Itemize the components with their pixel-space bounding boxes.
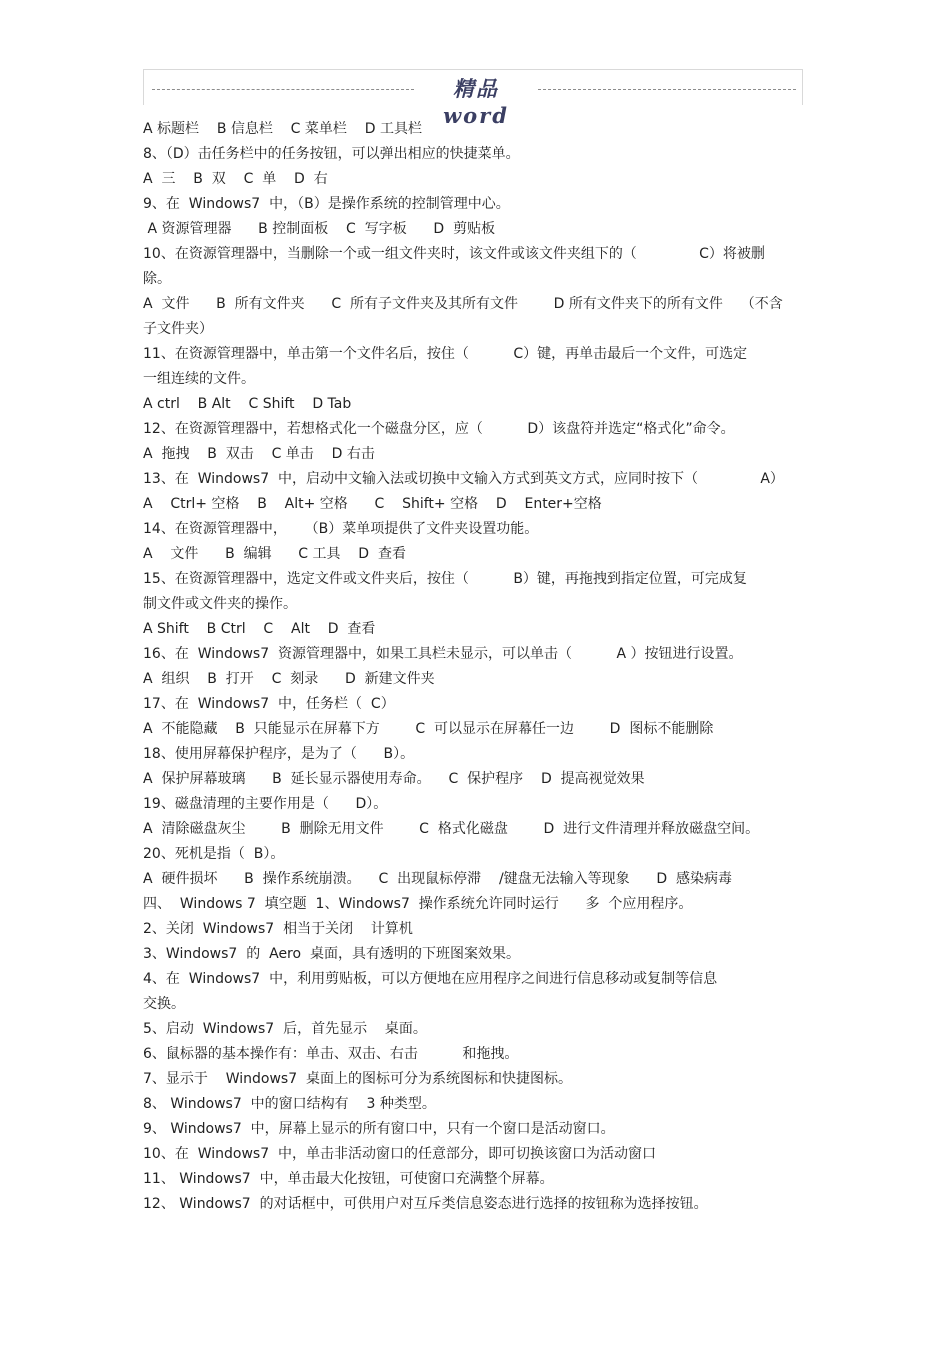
text-line: 5、启动 Windows7 后，首先显示 桌面。 [143,1021,427,1037]
text-line: 四、 Windows 7 填空题 1、Windows7 操作系统允许同时运行 多 个应用程序。 [143,896,693,912]
text-line: 4、在 Windows7 中，利用剪贴板，可以方便地在应用程序之间进行信息移动或复制等信息 [143,971,718,987]
text-line: A 三 B 双 C 单 D 右 [143,171,328,187]
text-line: 8、（D）击任务栏中的任务按钮，可以弹出相应的快捷菜单。 [143,146,520,162]
text-line: 14、在资源管理器中， （B）菜单项提供了文件夹设置功能。 [143,521,539,537]
text-line: A 拖拽 B 双击 C 单击 D 右击 [143,446,375,462]
text-line: 11、在资源管理器中，单击第一个文件名后，按住（ C）键，再单击最后一个文件，可选定 [143,346,748,362]
text-line: 13、在 Windows7 中，启动中文输入法或切换中文输入方式到英文方式，应同时按下（ A） [143,471,784,487]
text-line: 9、 Windows7 中，屏幕上显示的所有窗口中，只有一个窗口是活动窗口。 [143,1121,615,1137]
document-body [143,118,808,1218]
text-line: 11、 Windows7 中，单击最大化按钮，可使窗口充满整个屏幕。 [143,1171,554,1187]
text-line: A 组织 B 打开 C 刻录 D 新建文件夹 [143,671,435,687]
text-line: 19、磁盘清理的主要作用是（ D）。 [143,796,388,812]
header-dashed-rule-left [152,89,414,90]
text-line: 20、死机是指（ B）。 [143,846,285,862]
header-dashed-rule-right [538,89,796,90]
page-header [143,69,803,128]
text-line: 制文件或文件夹的操作。 [143,596,297,612]
text-line: 一组连续的文件。 [143,371,255,387]
text-line: A 保护屏幕玻璃 B 延长显示器使用寿命。 C 保护程序 D 提高视觉效果 [143,771,645,787]
text-line: 3、Windows7 的 Aero 桌面，具有透明的下班图案效果。 [143,946,520,962]
text-line: A 不能隐藏 B 只能显示在屏幕下方 C 可以显示在屏幕任一边 D 图标不能删除 [143,721,714,737]
text-line: 10、在 Windows7 中，单击非活动窗口的任意部分，即可切换该窗口为活动窗口 [143,1146,657,1162]
text-line: 2、关闭 Windows7 相当于关闭 计算机 [143,921,413,937]
text-line: 18、使用屏幕保护程序，是为了（ B）。 [143,746,415,762]
text-line: 17、在 Windows7 中，任务栏（ C） [143,696,395,712]
text-line: 子文件夹） [143,321,213,337]
text-line: A 清除磁盘灰尘 B 删除无用文件 C 格式化磁盘 D 进行文件清理并释放磁盘空间。 [143,821,760,837]
text-line: 6、鼠标器的基本操作有：单击、双击、右击 和拖拽。 [143,1046,519,1062]
text-line: 16、在 Windows7 资源管理器中，如果工具栏未显示，可以单击（ A ）按钮进行设置。 [143,646,743,662]
text-line: A 文件 B 编辑 C 工具 D 查看 [143,546,406,562]
text-line: 12、 Windows7 的对话框中，可供用户对互斥类信息姿态进行选择的按钮称为选择按钮。 [143,1196,708,1212]
text-line: 7、显示于 Windows7 桌面上的图标可分为系统图标和快捷图标。 [143,1071,573,1087]
text-line: 9、在 Windows7 中，（B）是操作系统的控制管理中心。 [143,196,510,212]
text-line: 交换。 [143,996,185,1012]
text-line: A 硬件损坏 B 操作系统崩溃。 C 出现鼠标停滞 /键盘无法输入等现象 D 感染病毒 [143,871,733,887]
text-line: A Shift B Ctrl C Alt D 查看 [143,621,376,637]
text-line: A Ctrl+ 空格 B Alt+ 空格 C Shift+ 空格 D Enter+空格 [143,496,602,512]
text-line: 8、 Windows7 中的窗口结构有 3 种类型。 [143,1096,436,1112]
text-line: 除。 [143,271,171,287]
text-line: 10、在资源管理器中，当删除一个或一组文件夹时，该文件或该文件夹组下的（ C）将被删 [143,246,765,262]
text-line: A ctrl B Alt C Shift D Tab [143,396,352,412]
header-logo: 精品word [443,76,509,128]
text-line: 15、在资源管理器中，选定文件或文件夹后，按住（ B）键，再拖拽到指定位置，可完成复 [143,571,747,587]
text-line: A 资源管理器 B 控制面板 C 写字板 D 剪贴板 [143,221,496,237]
text-line: 12、在资源管理器中，若想格式化一个磁盘分区，应（ D）该盘符并选定“格式化”命令。 [143,421,735,437]
text-line: A 文件 B 所有文件夹 C 所有子文件夹及其所有文件 D 所有文件夹下的所有文件 （不含 [143,296,783,312]
text-line: A 标题栏 B 信息栏 C 菜单栏 D 工具栏 [143,121,422,137]
